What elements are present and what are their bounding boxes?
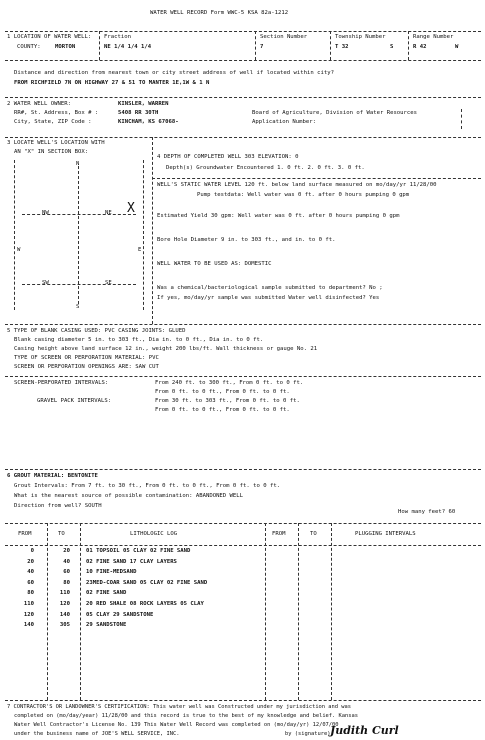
- certification-line: completed on (mo/day/year) 11/28/00 and this record is true to the best of my knowledge and belief. Kansas: [14, 713, 359, 719]
- log-header-to2: TO: [310, 531, 317, 537]
- divider: [5, 97, 481, 98]
- section-label: Section Number: [260, 34, 308, 40]
- log-cell-description: 20 RED SHALE 08 ROCK LAYERS 05 CLAY: [86, 601, 204, 607]
- divider: [5, 60, 481, 61]
- water-use-line: WELL WATER TO BE USED AS: DOMESTIC: [157, 261, 272, 267]
- log-cell-to: 20: [63, 548, 70, 554]
- contamination-source: What is the nearest source of possible contamination: ABANDONED WELL: [14, 493, 244, 499]
- section-box-border: [143, 160, 144, 310]
- fraction-value: NE 1/4 1/4 1/4: [104, 44, 152, 50]
- section-box-line: [22, 284, 136, 285]
- log-cell-description: 23MED-COAR SAND 05 CLAY 02 FINE SAND: [86, 579, 208, 586]
- log-cell-description: 01 TOPSOIL 05 CLAY 02 FINE SAND: [86, 548, 191, 554]
- grout-intervals: Grout Intervals: From 7 ft. to 30 ft., From 0 ft. to 0 ft., From 0 ft. to 0 ft.: [14, 483, 281, 489]
- yield-line: Estimated Yield 30 gpm: Well water was 0 ft. after 0 hours pumping 0 gpm: [157, 213, 400, 219]
- fraction-label: Fraction: [104, 34, 131, 40]
- divider: [5, 545, 481, 546]
- grout-material: 6 GROUT MATERIAL: BENTONITE: [7, 473, 98, 479]
- groundwater-line: Depth(s) Groundwater Encountered 1. 0 ft. 2. 0 ft. 3. 0 ft.: [166, 165, 365, 171]
- log-cell-description: 29 SANDSTONE: [86, 622, 127, 629]
- county-value: MORTON: [55, 44, 76, 50]
- log-cell-description: 10 FINE-MEDSAND: [86, 569, 137, 576]
- screen-interval: From 240 ft. to 300 ft., From 0 ft. to 0 ft.: [155, 380, 304, 386]
- log-cell-from: 110: [23, 601, 34, 607]
- compass-e: E: [138, 247, 142, 253]
- compass-s: S: [76, 304, 80, 310]
- township-value: T 32: [335, 44, 349, 50]
- address-label: RR#, St. Address, Box # :: [14, 110, 99, 116]
- application-label: Application Number:: [252, 119, 316, 125]
- gravel-interval: From 30 ft. to 303 ft., From 0 ft. to 0 ft.: [155, 398, 300, 404]
- log-cell-to: 140: [59, 611, 70, 618]
- divider: [408, 31, 409, 60]
- divider: [5, 376, 481, 377]
- address-value: 5408 RR 30TH: [118, 110, 159, 116]
- casing-line: Blank casing diameter 5 in. to 303 ft., Dia in. to 0 ft., Dia in. to 0 ft.: [14, 337, 264, 343]
- section-box-line: [22, 214, 136, 215]
- divider: [152, 137, 153, 324]
- owner-value: KINSLER, WARREN: [118, 101, 169, 107]
- distance-answer: FROM RICHFIELD 7N ON HIGHWAY 27 & 51 TO MANTER 1E,1W & 1 N: [14, 80, 210, 86]
- log-cell-from: 60: [27, 579, 34, 586]
- screen-label: SCREEN-PERFORATED INTERVALS:: [14, 380, 109, 386]
- locate-label: 3 LOCATE WELL'S LOCATION WITH: [7, 140, 105, 146]
- township-label: Township Number: [335, 34, 386, 40]
- log-header-plugging: PLUGGING INTERVALS: [355, 531, 416, 537]
- log-cell-from: 20: [27, 558, 34, 565]
- log-cell-description: 02 FINE SAND 17 CLAY LAYERS: [86, 558, 177, 565]
- gravel-interval: From 0 ft. to 0 ft., From 0 ft. to 0 ft.: [155, 407, 290, 413]
- range-value: R 42: [413, 44, 427, 50]
- log-cell-to: 305: [59, 622, 70, 629]
- log-cell-to: 40: [63, 558, 70, 565]
- log-cell-description: 02 FINE SAND: [86, 590, 127, 597]
- quadrant-sw: SW: [42, 280, 49, 286]
- divider: [5, 137, 481, 138]
- certification-line: Water Well Contractor's License No. 139 This Water Well Record was completed on (mo/day/yr) 12/07/00: [14, 722, 339, 728]
- log-cell-to: 80: [63, 579, 70, 586]
- divider: [80, 523, 81, 700]
- bore-line: Bore Hole Diameter 9 in. to 303 ft., and in. to 0 ft.: [157, 237, 336, 243]
- quadrant-ne: NE: [105, 210, 112, 216]
- location-label: 1 LOCATION OF WATER WELL:: [7, 34, 92, 40]
- locate-label: AN "X" IN SECTION BOX:: [14, 149, 89, 155]
- log-header-from: FROM: [18, 531, 32, 537]
- divider: [461, 109, 462, 129]
- city-label: City, State, ZIP Code :: [14, 119, 92, 125]
- compass-w: W: [17, 247, 21, 253]
- divider: [5, 700, 481, 701]
- township-dir: S: [390, 44, 394, 50]
- divider: [255, 31, 256, 60]
- county-label: COUNTY:: [17, 44, 41, 50]
- log-cell-to: 60: [63, 569, 70, 576]
- divider: [265, 523, 266, 700]
- casing-line: TYPE OF SCREEN OR PERFORATION MATERIAL: PVC: [14, 355, 159, 361]
- board-label: Board of Agriculture, Division of Water Resources: [252, 110, 418, 116]
- casing-line: Casing height above land surface 12 in., weight 200 lbs/ft. Wall thickness or gauge No. 21: [14, 346, 318, 352]
- range-dir: W: [455, 44, 459, 50]
- log-header-lithologic: LITHOLOGIC LOG: [130, 531, 178, 537]
- log-header-from2: FROM: [272, 531, 286, 537]
- log-cell-from: 140: [23, 622, 34, 629]
- certification-line: under the business name of JOE'S WELL SERVICE, INC.: [14, 731, 180, 737]
- gravel-label: GRAVEL PACK INTERVALS:: [37, 398, 112, 404]
- divider: [5, 523, 481, 524]
- log-cell-to: 120: [59, 601, 70, 607]
- casing-line: 5 TYPE OF BLANK CASING USED: PVC CASING JOINTS: GLUED: [7, 328, 186, 334]
- divider: [5, 324, 481, 325]
- divider: [99, 31, 100, 60]
- owner-label: 2 WATER WELL OWNER:: [7, 101, 71, 107]
- signature-label: by (signature): [285, 731, 331, 737]
- direction-from-well: Direction from well? SOUTH: [14, 503, 102, 509]
- divider: [330, 31, 331, 60]
- well-location-mark: X: [127, 201, 135, 216]
- divider: [331, 523, 332, 700]
- log-cell-from: 40: [27, 569, 34, 576]
- depth-line: 4 DEPTH OF COMPLETED WELL 303 ELEVATION: 0: [157, 154, 299, 160]
- screen-interval: From 0 ft. to 0 ft., From 0 ft. to 0 ft.: [155, 389, 290, 395]
- distance-question: Distance and direction from nearest town or city street address of well if located within city?: [14, 70, 334, 76]
- log-cell-from: 0: [30, 548, 34, 554]
- signature: Judith Curl: [330, 724, 399, 737]
- city-value: KINCHAM, KS 67068-: [118, 119, 179, 125]
- range-label: Range Number: [413, 34, 454, 40]
- divider: [5, 469, 481, 470]
- static-level-line: WELL'S STATIC WATER LEVEL 120 ft. below land surface measured on mo/day/yr 11/28/00: [157, 182, 437, 188]
- log-header-to: TO: [58, 531, 65, 537]
- sample-line: Was a chemical/bacteriological sample submitted to department? No ;: [157, 285, 383, 291]
- log-cell-to: 110: [59, 590, 70, 597]
- divider: [152, 178, 481, 179]
- divider: [5, 31, 481, 32]
- certification-line: 7 CONTRACTOR'S OR LANDOWNER'S CERTIFICATION: This water well was Constructed under my jurisdiction and was: [7, 704, 352, 710]
- pump-test-line: Pump testdata: Well water was 0 ft. after 0 hours pumping 0 gpm: [197, 192, 410, 198]
- compass-n: N: [76, 161, 80, 167]
- form-title: WATER WELL RECORD Form WWC-5 KSA 82a-1212: [150, 10, 289, 16]
- how-many-feet: How many feet? 60: [398, 509, 456, 515]
- section-box: [14, 160, 144, 310]
- log-cell-from: 80: [27, 590, 34, 597]
- log-cell-from: 120: [23, 611, 34, 618]
- section-box-line: [78, 166, 79, 304]
- log-cell-description: 05 CLAY 29 SANDSTONE: [86, 611, 154, 618]
- disinfected-line: If yes, mo/day/yr sample was submitted Water well disinfected? Yes: [157, 295, 380, 301]
- quadrant-nw: NW: [42, 210, 49, 216]
- section-value: 7: [260, 44, 264, 50]
- divider: [298, 523, 299, 700]
- section-box-border: [14, 160, 15, 310]
- casing-line: SCREEN OR PERFORATION OPENINGS ARE: SAW CUT: [14, 364, 159, 370]
- quadrant-se: SE: [105, 280, 112, 286]
